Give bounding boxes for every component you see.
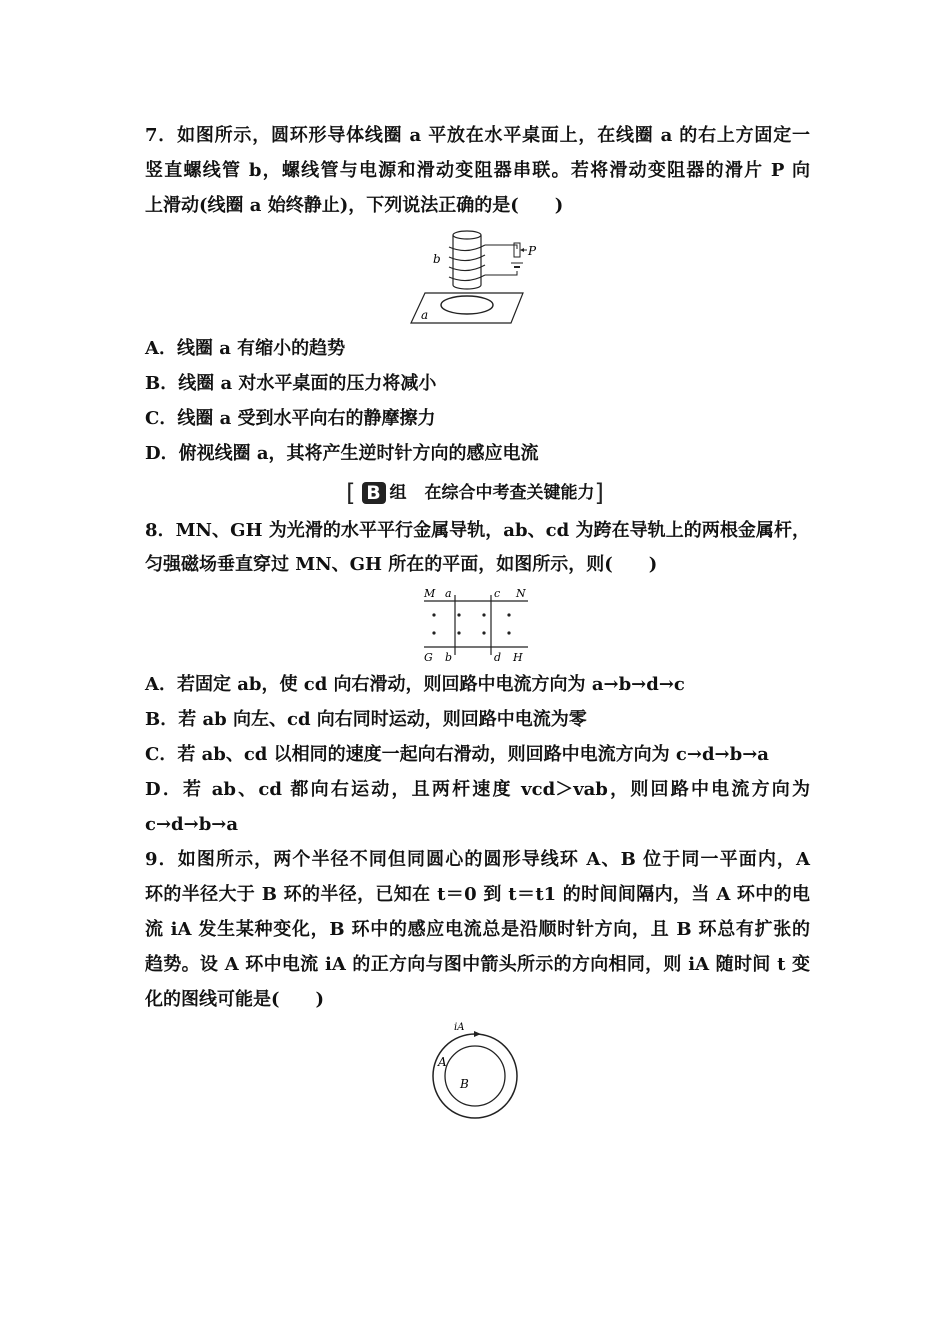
- banner-left-bracket: [: [346, 479, 356, 507]
- label-h: H: [513, 651, 523, 664]
- label-ia: iA: [454, 1022, 465, 1033]
- q8-stem-line-2: 匀强磁场垂直穿过 MN、GH 所在的平面，如图所示，则( ): [145, 554, 658, 575]
- q7-option-d: D．俯视线圈 a，其将产生逆时针方向的感应电流: [145, 443, 539, 464]
- q8-option-a: A．若固定 ab，使 cd 向右滑动，则回路中电流方向为 a→b→d→c: [145, 674, 685, 695]
- q7-stem-line-2: 竖直螺线管 b，螺线管与电源和滑动变阻器串联。若将滑动变阻器的滑片 P 向: [145, 160, 810, 181]
- q8-option-b: B．若 ab 向左、cd 向右同时运动，则回路中电流为零: [145, 709, 587, 730]
- ring-b: [445, 1046, 505, 1106]
- q7-option-b: B．线圈 a 对水平桌面的压力将减小: [145, 373, 437, 394]
- label-a: a: [445, 587, 452, 600]
- banner-right-bracket: ]: [594, 479, 604, 507]
- q7-solenoid-figure: [405, 225, 535, 327]
- q8-option-d-continued: c→d→b→a: [145, 814, 239, 835]
- q7-option-c: C．线圈 a 受到水平向右的静摩擦力: [145, 408, 436, 429]
- q9-stem-line-2: 环的半径大于 B 环的半径，已知在 t＝0 到 t＝t1 的时间间隔内，当 A 环中的电: [145, 884, 810, 905]
- label-b: b: [433, 252, 441, 266]
- label-m: M: [424, 587, 436, 600]
- group-label: 组: [389, 483, 407, 503]
- q9-stem-line-5: 化的图线可能是( ): [145, 989, 325, 1010]
- label-p: P: [528, 244, 537, 258]
- label-a: a: [421, 308, 429, 322]
- q9-stem-line-3: 流 iA 发生某种变化，B 环中的感应电流总是沿顺时针方向，且 B 环总有扩张的: [145, 919, 810, 940]
- q8-rails-figure: [418, 585, 533, 665]
- section-banner: [325, 479, 625, 507]
- label-d: d: [494, 651, 502, 664]
- label-g: G: [424, 651, 433, 664]
- q8-option-c: C．若 ab、cd 以相同的速度一起向右滑动，则回路中电流方向为 c→d→b→a: [145, 744, 769, 765]
- current-arrow-icon: [474, 1031, 481, 1037]
- q9-stem-line-4: 趋势。设 A 环中电流 iA 的正方向与图中箭头所示的方向相同，则 iA 随时间 t 变: [145, 954, 810, 975]
- solenoid-top: [453, 231, 481, 239]
- q8-option-d: D．若 ab、cd 都向右运动，且两杆速度 vcd＞vab，则回路中电流方向为: [145, 779, 810, 800]
- section-title: 在综合中考查关键能力: [424, 483, 595, 503]
- q9-stem-line-1: 9．如图所示，两个半径不同但同圆心的圆形导线环 A、B 位于同一平面内，A: [145, 849, 810, 870]
- label-ring-b: B: [460, 1077, 469, 1091]
- label-ring-a: A: [438, 1055, 447, 1069]
- q8-stem-line-1: 8．MN、GH 为光滑的水平平行金属导轨，ab、cd 为跨在导轨上的两根金属杆，: [145, 520, 810, 541]
- label-c: c: [494, 587, 501, 600]
- q7-stem-line-1: 7．如图所示，圆环形导体线圈 a 平放在水平桌面上，在线圈 a 的右上方固定一: [145, 125, 810, 146]
- coil-a: [441, 296, 493, 314]
- q9-rings-figure: [425, 1018, 525, 1123]
- label-b: b: [445, 651, 453, 664]
- q7-option-a: A．线圈 a 有缩小的趋势: [145, 338, 346, 359]
- group-b-badge: B: [362, 482, 386, 504]
- label-n: N: [516, 587, 526, 600]
- magnetic-field-dots: [432, 613, 510, 634]
- q7-stem-line-3: 上滑动(线圈 a 始终静止)，下列说法正确的是( ): [145, 195, 564, 216]
